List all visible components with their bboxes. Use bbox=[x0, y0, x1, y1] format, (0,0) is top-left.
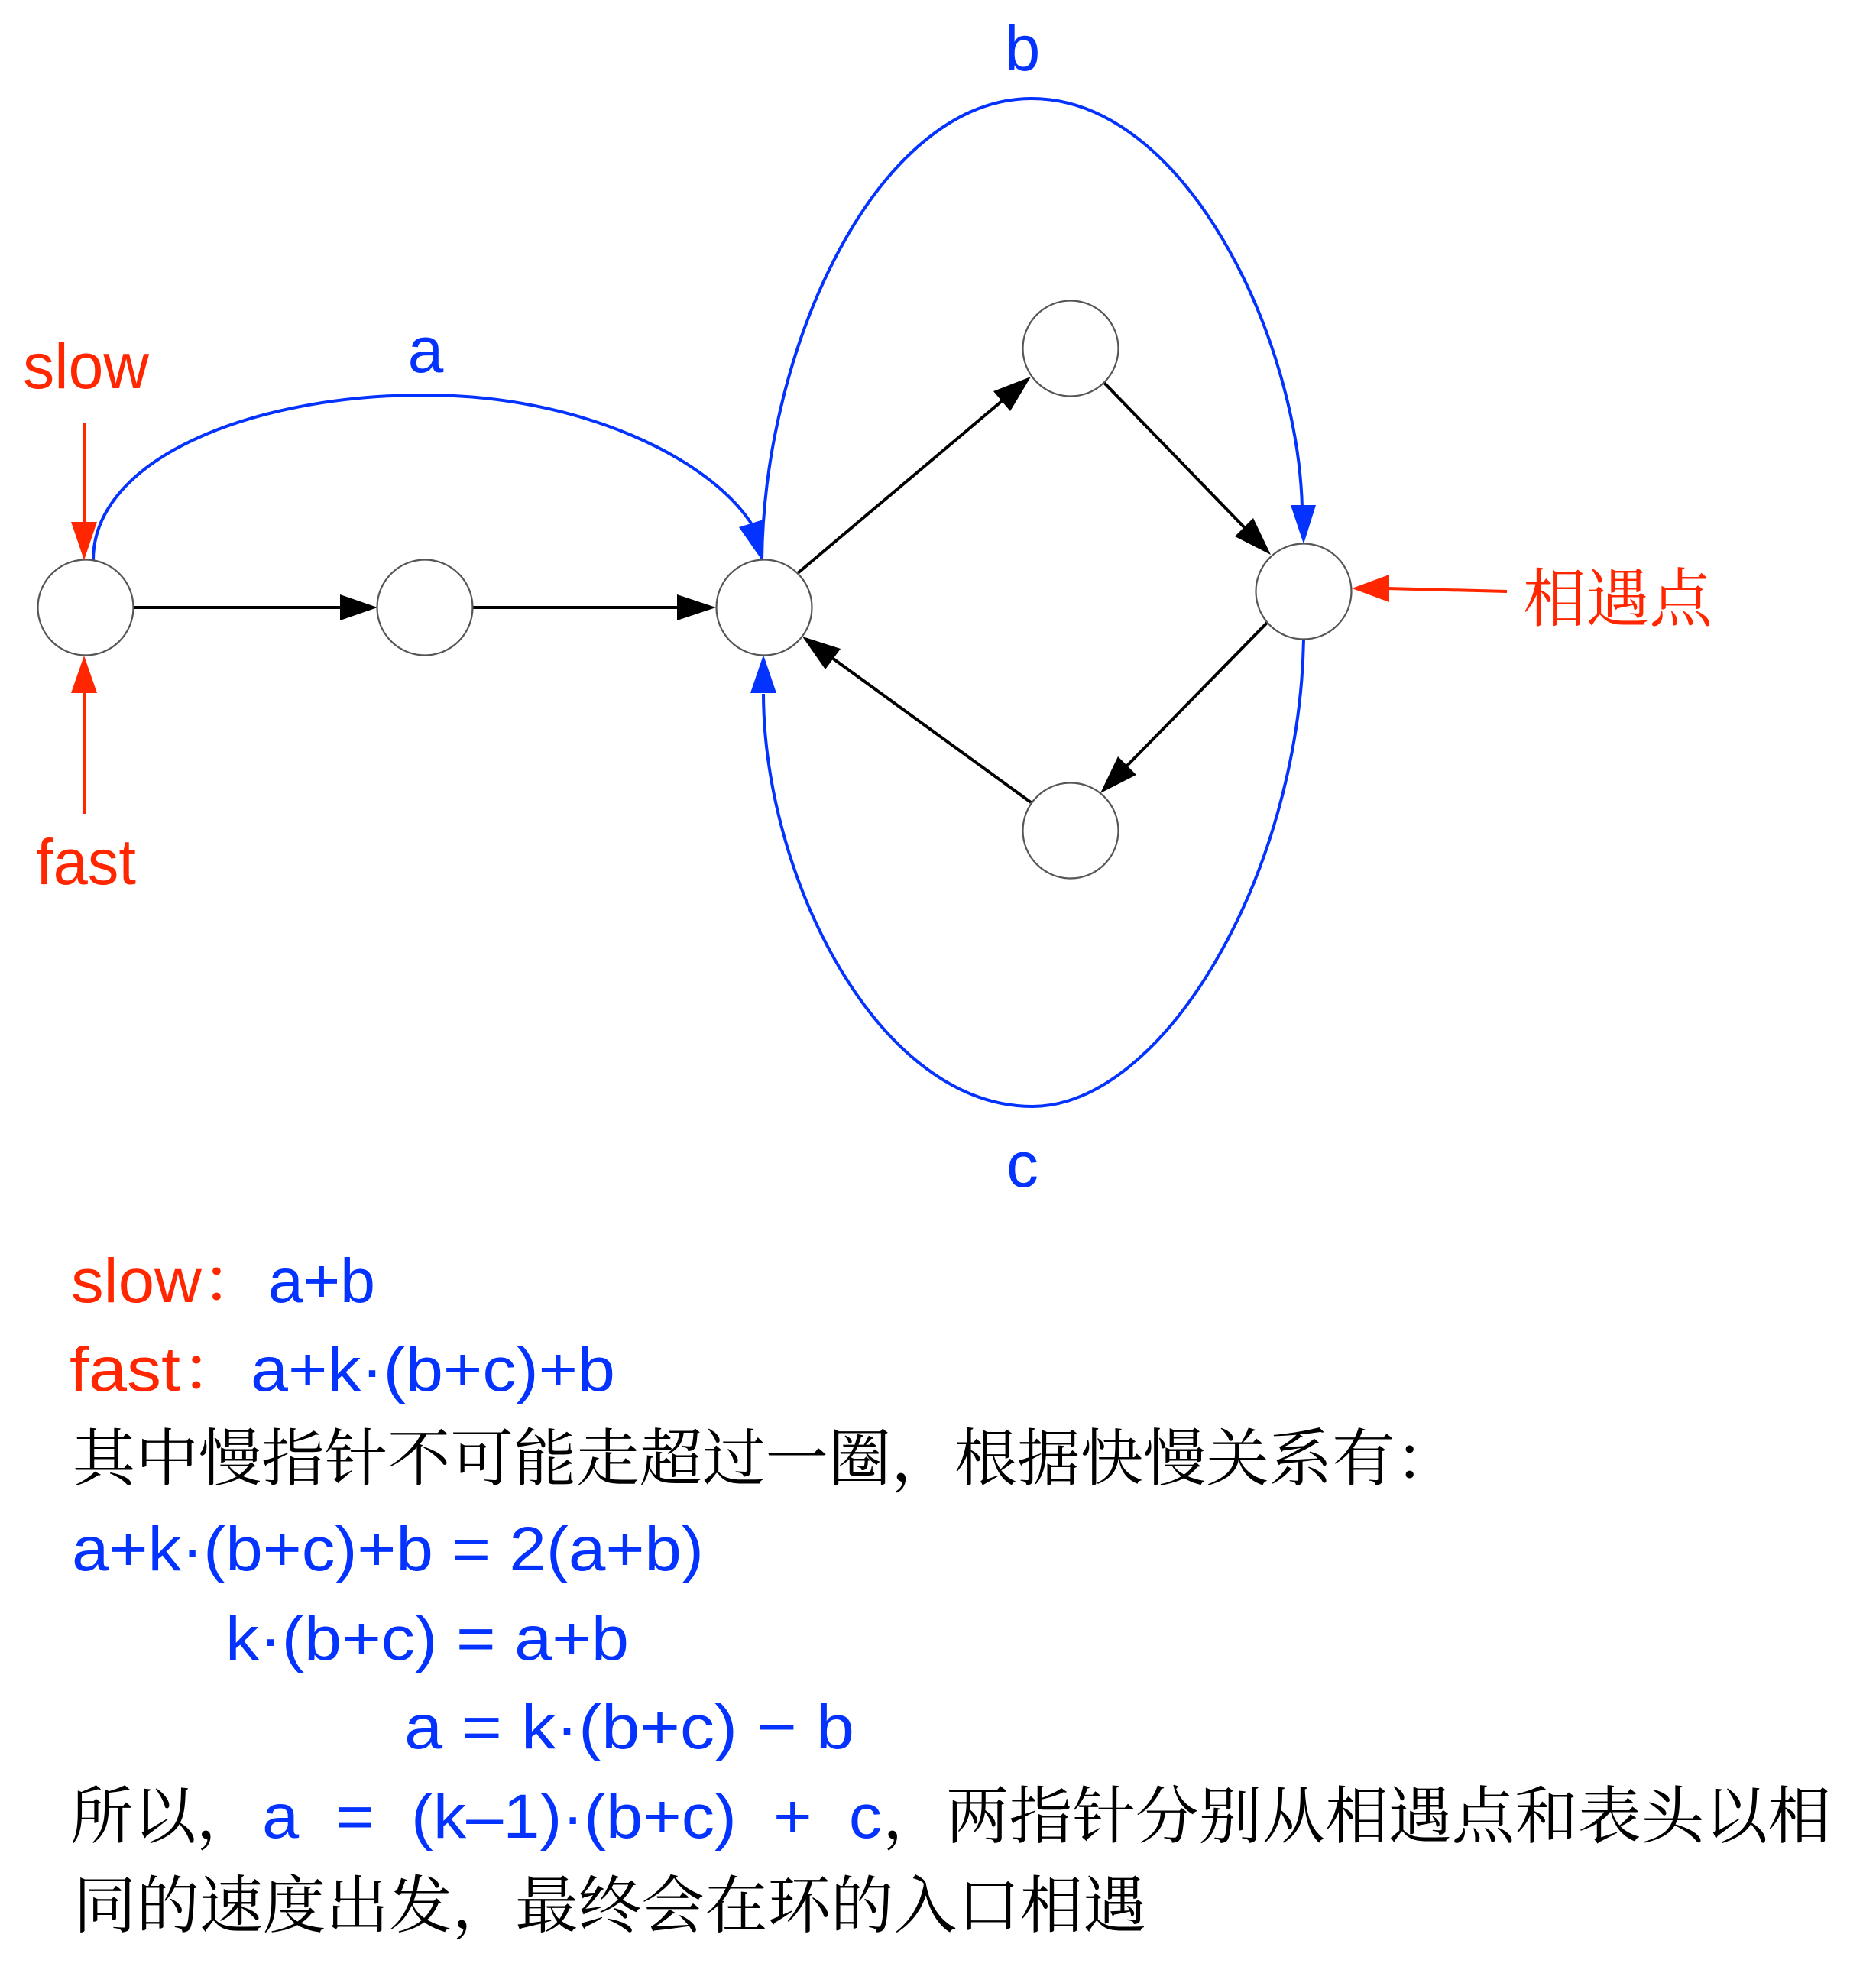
segment-b-label: b bbox=[1004, 12, 1041, 84]
conclusion-formula: a = (k–1)·(b+c) + c bbox=[262, 1782, 882, 1852]
node-cycle-top bbox=[1023, 301, 1119, 397]
equation-step-2: k·(b+c) = a+b bbox=[225, 1604, 629, 1673]
equation-step-1: a+k·(b+c)+b = 2(a+b) bbox=[72, 1515, 704, 1584]
node-head bbox=[38, 560, 134, 656]
explanation-line-fast bbox=[70, 1335, 615, 1404]
fast-distance-label: fast： bbox=[70, 1335, 249, 1404]
node-cycle-bottom bbox=[1023, 783, 1119, 879]
meeting-point-label: 相遇点 bbox=[1523, 563, 1714, 635]
node-meeting-point bbox=[1256, 544, 1352, 640]
explanation-line-reasoning: 其中慢指针不可能走超过一圈，根据快慢关系有： bbox=[73, 1424, 1458, 1494]
conclusion-suffix: ，两指针分别从相遇点和表头以相 bbox=[883, 1782, 1831, 1852]
explanation-line-slow bbox=[71, 1246, 375, 1316]
fast-pointer-label: fast bbox=[36, 826, 136, 898]
node-cycle-entry bbox=[717, 560, 812, 656]
fast-distance-formula: a+k·(b+c)+b bbox=[251, 1335, 615, 1404]
slow-distance-formula: a+b bbox=[268, 1246, 375, 1316]
node-2 bbox=[377, 560, 473, 656]
segment-a-label: a bbox=[407, 314, 444, 386]
slow-distance-label: slow： bbox=[71, 1246, 267, 1316]
explanation-line-final: 同的速度出发，最终会在环的入口相遇 bbox=[73, 1871, 1146, 1941]
equation-step-3: a = k·(b+c) − b bbox=[404, 1693, 854, 1762]
conclusion-prefix: 所以， bbox=[70, 1782, 259, 1852]
segment-c-label: c bbox=[1006, 1129, 1038, 1200]
slow-pointer-label: slow bbox=[23, 330, 150, 402]
explanation-line-conclusion bbox=[70, 1782, 1831, 1852]
